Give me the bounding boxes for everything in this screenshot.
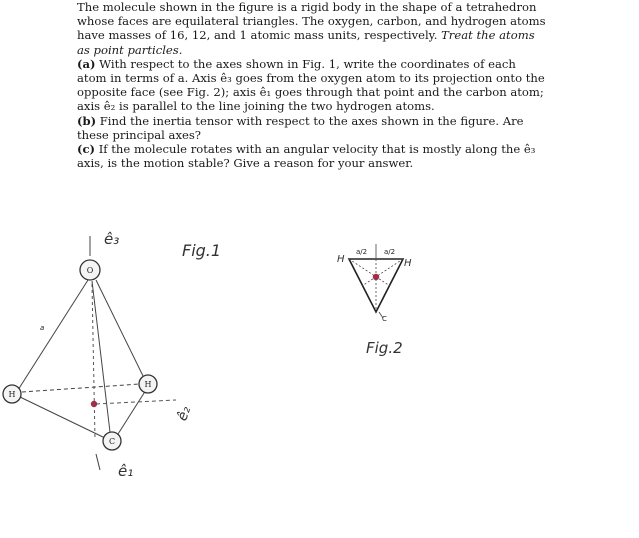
fig2-h-right: H: [404, 258, 412, 269]
fig1-axis-e3-label: ê₃: [104, 230, 120, 248]
fig1-atom-c-label: C: [108, 437, 116, 446]
fig1-edge-hright-c: [118, 390, 146, 434]
part-b-label: (b): [77, 113, 97, 128]
fig1-caption: Fig.1: [182, 241, 222, 260]
fig1-diagram: [3, 230, 221, 480]
fig2-half-left: a/2: [356, 248, 368, 256]
fig1-projection-point: [91, 401, 97, 407]
intro-italic: Treat the atoms as point particles.: [77, 28, 535, 57]
fig1-edge-a-label: a: [40, 324, 45, 332]
fig2-centroid-point: [373, 274, 379, 280]
intro-text: The molecule shown in the figure is a rigid body in the shape of a tetrahedron whose faces are equilateral triangles. The oxygen, carbon, and hydrogen atoms have masses of 16, 12, and 1 atomic mass units, respectively.: [77, 0, 546, 43]
fig2-half-right: a/2: [384, 248, 396, 256]
part-a-label: (a): [77, 56, 96, 71]
fig1-e2-axis: [96, 400, 176, 404]
fig2-h-left: H: [337, 254, 345, 265]
part-b-text: Find the inertia tensor with respect to the axes shown in the figure. Are these principal axes?: [77, 113, 524, 142]
part-a-text: With respect to the axes shown in Fig. 1, write the coordinates of each atom in terms of a. Axis ê₃ goes from the oxygen atom to its projection onto the opposite face (see Fig. 2); axis ê₁ goes through that point and the carbon atom; axis ê₂ is parallel to the line joining the two hydrogen atoms.: [77, 56, 545, 114]
fig1-atom-h-right-label: H: [144, 380, 152, 389]
fig1-axis-e2-label: ê₂: [174, 404, 195, 424]
fig1-axis-e1-label: ê₁: [118, 462, 134, 480]
fig1-edge-o-hleft: [18, 280, 88, 390]
part-c-text: If the molecule rotates with an angular velocity that is mostly along the ê₃ axis, is the motion stable? Give a reason for your answer.: [77, 142, 536, 171]
fig2-caption: Fig.2: [366, 339, 403, 357]
fig1-e1-axis-bottom: [96, 454, 100, 470]
fig1-e3-axis-dashed: [92, 284, 95, 440]
fig1-edge-hleft-hright: [22, 384, 140, 392]
fig2-diagram: [337, 244, 412, 357]
fig1-atom-h-left-label: H: [8, 390, 16, 399]
part-c-label: (c): [77, 142, 96, 157]
fig2-c-label: C: [382, 315, 387, 323]
fig1-atom-o-label: O: [86, 266, 94, 275]
fig1-edge-o-hright: [96, 280, 144, 378]
